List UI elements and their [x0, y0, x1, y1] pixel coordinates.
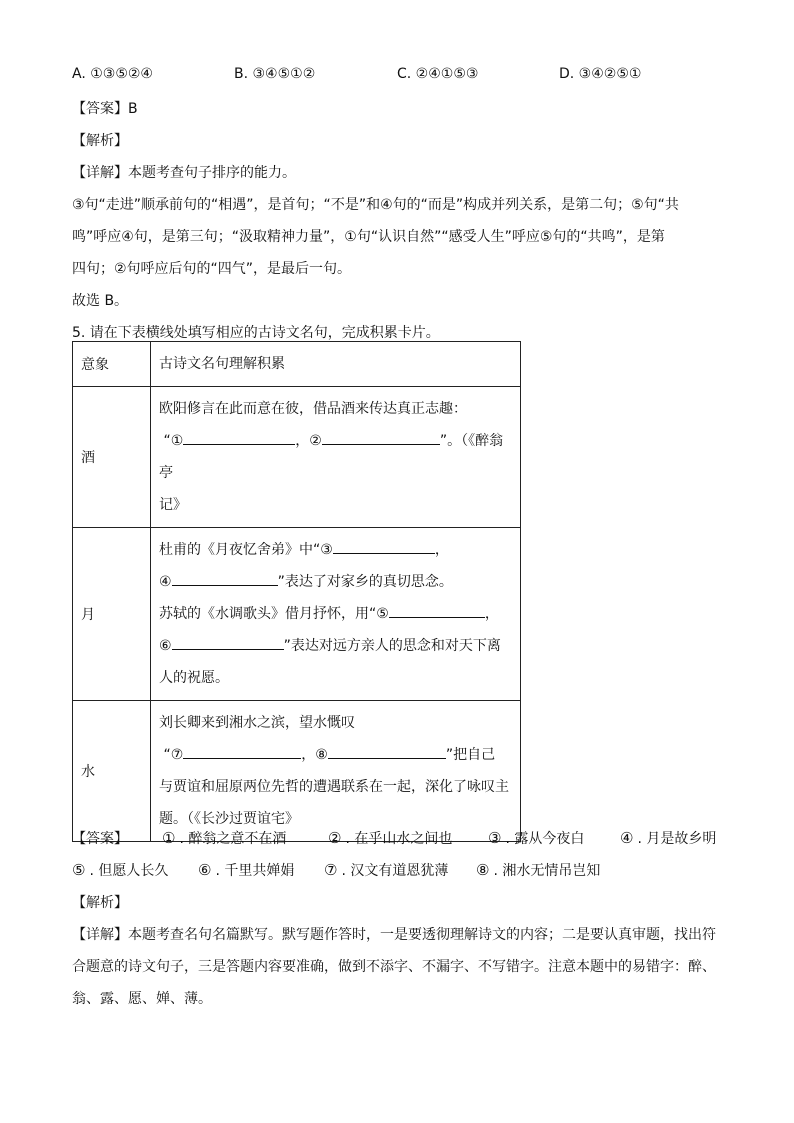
- q5-title: 5. 请在下表横线处填写相应的古诗文名句，完成积累卡片。: [72, 325, 440, 341]
- option-b: B. ③④⑤①②: [234, 66, 316, 82]
- imagery-water: 水: [73, 701, 151, 842]
- q4-detail-1: 【详解】本题考查句子排序的能力。: [72, 165, 296, 181]
- water-line-3: 与贾谊和屈原两位先哲的遭遇联系在一起，深化了咏叹主: [159, 779, 509, 795]
- moon-line-4: ⑥ ”表达对远方亲人的思念和对天下离: [159, 630, 510, 662]
- content-water: [151, 701, 521, 842]
- q5-detail-1: 【详解】本题考查名句名篇默写。默写题作答时，一是要透彻理解诗文的内容；二是要认真审题，找出符: [72, 927, 716, 943]
- answer-4: ④ . 月是故乡明: [620, 829, 717, 847]
- water-line-1: 刘长卿来到湘水之滨，望水慨叹: [159, 715, 355, 731]
- answer-7: ⑦ . 汉文有道恩犹薄: [324, 861, 449, 879]
- blank-7[interactable]: [183, 742, 301, 759]
- table-row-water: [73, 701, 521, 842]
- content-moon: [151, 528, 521, 701]
- wine-line-2: “① ，② ”。（《醉翁亭: [159, 425, 510, 489]
- option-a: A. ①③⑤②④: [72, 66, 153, 82]
- blank-5[interactable]: [389, 601, 485, 618]
- q4-detail-3: 鸣”呼应④句，是第三句；“汲取精神力量”，①句“认识自然”“感受人生”呼应⑤句的“共鸣”，是第: [72, 229, 665, 245]
- q4-detail-2: ③句“走进”顺承前句的“相遇”，是首句；“不是”和④句的“而是”构成并列关系，是第二句；⑤句“共: [72, 197, 679, 213]
- content-wine: [151, 387, 521, 528]
- blank-3[interactable]: [333, 537, 435, 554]
- accumulation-card-table: [72, 341, 521, 842]
- blank-1[interactable]: [183, 428, 295, 445]
- q5-detail-2: 合题意的诗文句子，三是答题内容要准确，做到不添字、不漏字、不写错字。注意本题中的易错字：醉、: [72, 959, 716, 975]
- answer-1: ① . 醉翁之意不在酒: [162, 829, 287, 847]
- option-d: D. ③④②⑤①: [559, 66, 642, 82]
- q4-analysis-label: 【解析】: [72, 133, 128, 149]
- table-row-moon: [73, 528, 521, 701]
- imagery-moon: 月: [73, 528, 151, 701]
- answer-6: ⑥ . 千里共婵娟: [198, 861, 295, 879]
- answer-5: ⑤ . 但愿人长久: [72, 861, 169, 879]
- q4-detail-4: 四句；②句呼应后句的“四气”，是最后一句。: [72, 261, 352, 277]
- option-c: C. ②④①⑤③: [397, 66, 479, 82]
- imagery-wine: 酒: [73, 387, 151, 528]
- q4-choose: 故选 B。: [72, 293, 129, 309]
- water-line-4: 题。（《长沙过贾谊宅》: [159, 811, 299, 827]
- q5-analysis-label: 【解析】: [72, 895, 128, 911]
- blank-4[interactable]: [172, 569, 278, 586]
- water-line-2: “⑦ ，⑧ ”把自己: [159, 739, 510, 771]
- q5-detail-3: 翁、露、愿、婵、薄。: [72, 991, 212, 1007]
- header-poems: 古诗文名句理解积累: [151, 342, 521, 387]
- answers-label: 【答案】: [72, 831, 128, 847]
- table-header-row: [73, 342, 521, 387]
- wine-line-3: 记》: [159, 497, 187, 513]
- q4-answer: 【答案】B: [72, 101, 138, 117]
- moon-line-5: 人的祝愿。: [159, 670, 229, 686]
- answer-3: ③ . 露从今夜白: [488, 829, 585, 847]
- answer-8: ⑧ . 湘水无情吊岂知: [476, 861, 601, 879]
- header-imagery: 意象: [73, 342, 151, 387]
- blank-2[interactable]: [322, 428, 440, 445]
- answer-2: ② . 在乎山水之间也: [328, 829, 453, 847]
- moon-line-1: 杜甫的《月夜忆舍弟》中“③ ，: [159, 534, 510, 566]
- wine-line-1: 欧阳修言在此而意在彼，借品酒来传达真正志趣：: [159, 401, 467, 417]
- blank-8[interactable]: [328, 742, 446, 759]
- blank-6[interactable]: [172, 633, 284, 650]
- table-row-wine: [73, 387, 521, 528]
- moon-line-3: 苏轼的《水调歌头》借月抒怀，用“⑤ ，: [159, 598, 510, 630]
- moon-line-2: ④ ”表达了对家乡的真切思念。: [159, 566, 510, 598]
